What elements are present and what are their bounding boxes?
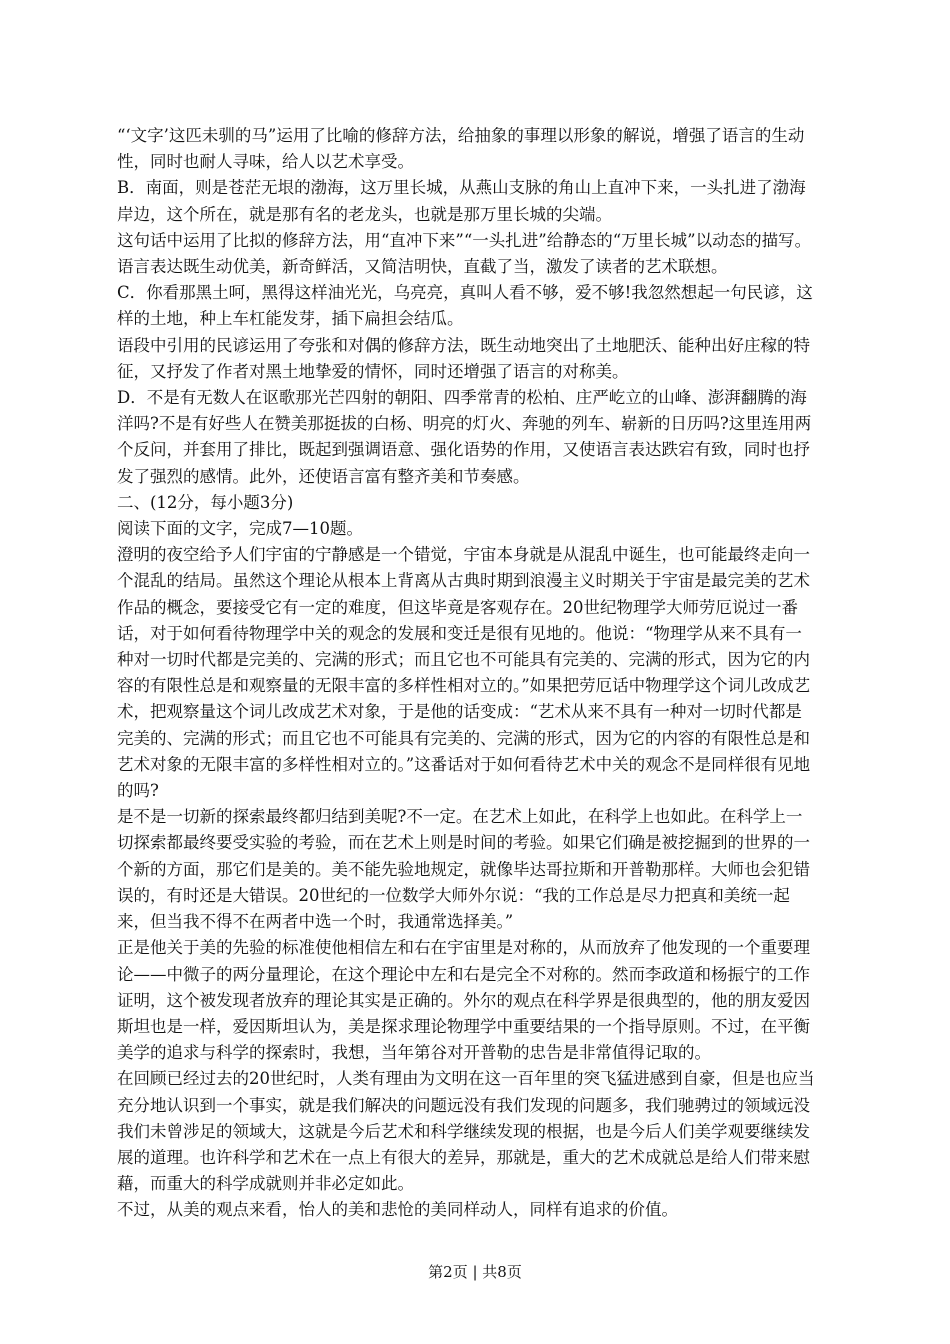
- paragraph-option-b: B．南面，则是苍茫无垠的渤海，这万里长城，从燕山支脉的角山上直冲下来，一头扎进了渤海岸边，这个所在，就是那有名的老龙头，也就是那万里长城的尖端。: [117, 178, 806, 224]
- paragraph-option-c: C．你看那黑土呵，黑得这样油光光，乌亮亮，真叫人看不够，爱不够!我忽然想起一句民谚，这样的土地，种上车杠能发芽，插下扁担会结瓜。: [117, 283, 813, 329]
- paragraph-analysis-c: 语段中引用的民谚运用了夸张和对偶的修辞方法，既生动地突出了土地肥沃、能种出好庄稼的特征，又抒发了作者对黑土地挚爱的情怀，同时还增强了语言的对称美。: [117, 335, 810, 381]
- paragraph-analysis-b: 这句话中运用了比拟的修辞方法，用“直冲下来”“一头扎进”给静态的“万里长城”以动态的描写。语言表达既生动优美，新奇鲜活，又简洁明快，直截了当，激发了读者的艺术联想。: [117, 230, 812, 277]
- document-body: [117, 123, 817, 1224]
- passage-paragraph-4: 在回顾已经过去的20世纪时，人类有理由为文明在这一百年里的突飞猛进感到自豪，但是也应当充分地认识到一个事实，就是我们解决的问题远没有我们发现的问题多，我们驰骋过的领域远没我们未曾涉足的领域大，这就是今后艺术和科学继续发现的根据，也是今后人们美学观要继续发展的道理。也许科学和艺术在一点上有很大的差异，那就是，重大的艺术成就总是给人们带来慰藉，而重大的科学成就则并非必定如此。: [117, 1069, 815, 1194]
- passage-paragraph-3: 正是他关于美的先验的标准使他相信左和右在宇宙里是对称的，从而放弃了他发现的一个重要理论——中微子的两分量理论，在这个理论中左和右是完全不对称的。然而李政道和杨振宁的工作证明，这个被发现者放弃的理论其实是正确的。外尔的观点在科学界是很典型的，他的朋友爱因斯坦也是一样，爱因斯坦认为，美是探求理论物理学中重要结果的一个指导原则。不过，在平衡美学的追求与科学的探索时，我想，当年第谷对开普勒的忠告是非常值得记取的。: [117, 938, 810, 1063]
- passage-paragraph-2: 是不是一切新的探索最终都归结到美呢?不一定。在艺术上如此，在科学上也如此。在科学上一切探索都最终要受实验的考验，而在艺术上则是时间的考验。如果它们确是被挖掘到的世界的一个新的方面，那它们是美的。美不能先验地规定，就像毕达哥拉斯和开普勒那样。大师也会犯错误的，有时还是大错误。20世纪的一位数学大师外尔说：“我的工作总是尽力把真和美统一起来，但当我不得不在两者中选一个时，我通常选择美。”: [117, 807, 810, 932]
- page-number-footer: 第2页 | 共8页: [428, 1263, 522, 1281]
- paragraph-option-d: D．不是有无数人在讴歌那光芒四射的朝阳、四季常青的松柏、庄严屹立的山峰、澎湃翻腾的海洋吗?不是有好些人在赞美那挺拔的白杨、明亮的灯火、奔驰的列车、崭新的日历吗?这里连用两个反问，并套用了排比，既起到强调语意、强化语势的作用，又使语言表达跌宕有致，同时也抒发了强烈的感情。此外，还使语言富有整齐美和节奏感。: [117, 388, 812, 486]
- passage-paragraph-5: 不过，从美的观点来看，怡人的美和悲怆的美同样动人，同样有追求的价值。: [117, 1200, 678, 1220]
- section-heading: 二、(12分，每小题3分): [117, 492, 294, 512]
- passage-paragraph-1: 澄明的夜空给予人们宇宙的宁静感是一个错觉，宇宙本身就是从混乱中诞生，也可能最终走向一个混乱的结局。虽然这个理论从根本上背离从古典时期到浪漫主义时期关于宇宙是最完美的艺术作品的概念，要接受它有一定的难度，但这毕竟是客观存在。20世纪物理学大师劳厄说过一番话，对于如何看待物理学中关的观念的发展和变迁是很有见地的。他说：“物理学从来不具有一种对一切时代都是完美的、完满的形式；而且它也不可能具有完美的、完满的形式，因为它的内容的有限性总是和观察量的无限丰富的多样性相对立的。”如果把劳厄话中物理学这个词儿改成艺术，把观察量这个词儿改成艺术对象，于是他的话变成：“艺术从来不具有一种对一切时代都是完美的、完满的形式；而且它也不可能具有完美的、完满的形式，因为它的内容的有限性总是和艺术对象的无限丰富的多样性相对立的。”这番话对于如何看待艺术中关的观念不是同样很有见地的吗?: [117, 545, 811, 801]
- paragraph-analysis-a: “‘文字’这匹未驯的马”运用了比喻的修辞方法，给抽象的事理以形象的解说，增强了语言的生动性，同时也耐人寻味，给人以艺术享受。: [117, 126, 805, 172]
- reading-instruction: 阅读下面的文字，完成7—10题。: [117, 519, 363, 539]
